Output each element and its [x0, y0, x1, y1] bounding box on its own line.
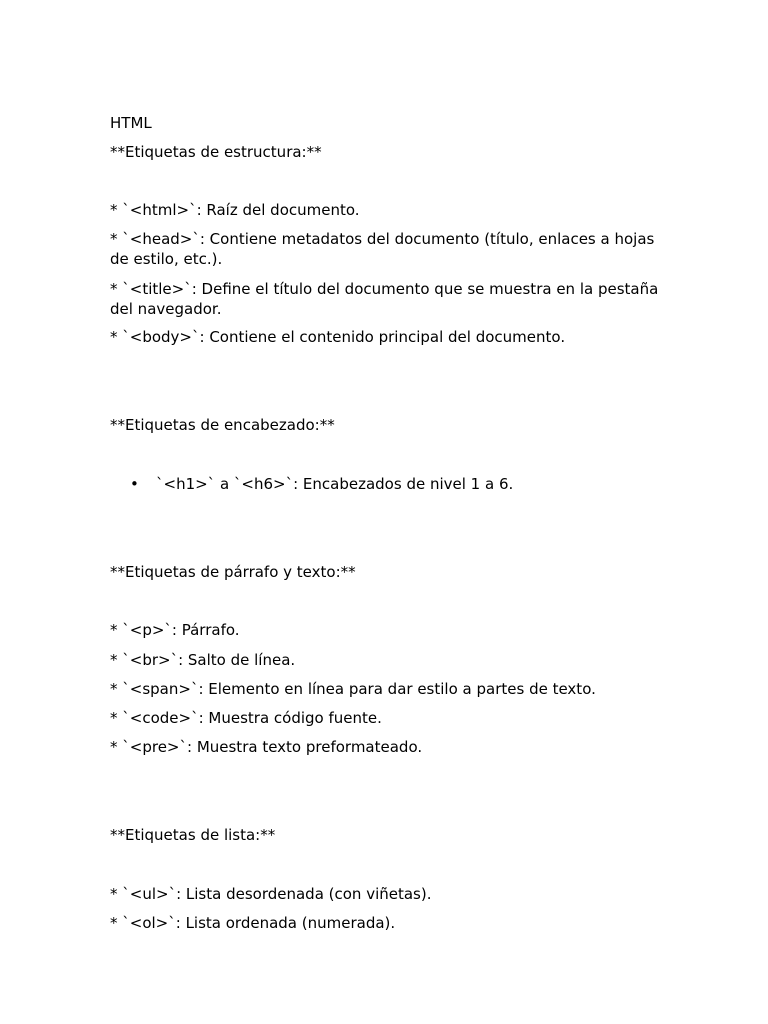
- list-item: * `<p>`: Párrafo.: [110, 621, 240, 639]
- section-heading-parrafo: **Etiquetas de párrafo y texto:**: [110, 563, 356, 581]
- list-item: * `<code>`: Muestra código fuente.: [110, 709, 382, 727]
- list-item: * `<span>`: Elemento en línea para dar estilo a partes de texto.: [110, 680, 596, 698]
- list-item: * `<ol>`: Lista ordenada (numerada).: [110, 914, 396, 932]
- list-item: * `<title>`: Define el título del documento que se muestra en la pestaña del navegador.: [110, 280, 659, 318]
- bullet-icon: •: [130, 475, 139, 493]
- list-item: * `<head>`: Contiene metadatos del documento (título, enlaces a hojas de estilo, etc.).: [110, 230, 655, 268]
- list-item: * `<body>`: Contiene el contenido principal del documento.: [110, 328, 566, 346]
- list-item: * `<pre>`: Muestra texto preformateado.: [110, 738, 423, 756]
- section-heading-lista: **Etiquetas de lista:**: [110, 826, 276, 844]
- list-item: * `<br>`: Salto de línea.: [110, 651, 296, 669]
- list-item: * `<html>`: Raíz del documento.: [110, 201, 360, 219]
- document-title: HTML: [110, 114, 152, 132]
- section-heading-encabezado: **Etiquetas de encabezado:**: [110, 416, 335, 434]
- list-item: `<h1>` a `<h6>`: Encabezados de nivel 1 a 6.: [156, 475, 514, 493]
- section-heading-estructura: **Etiquetas de estructura:**: [110, 143, 322, 161]
- list-item: * `<ul>`: Lista desordenada (con viñetas).: [110, 885, 432, 903]
